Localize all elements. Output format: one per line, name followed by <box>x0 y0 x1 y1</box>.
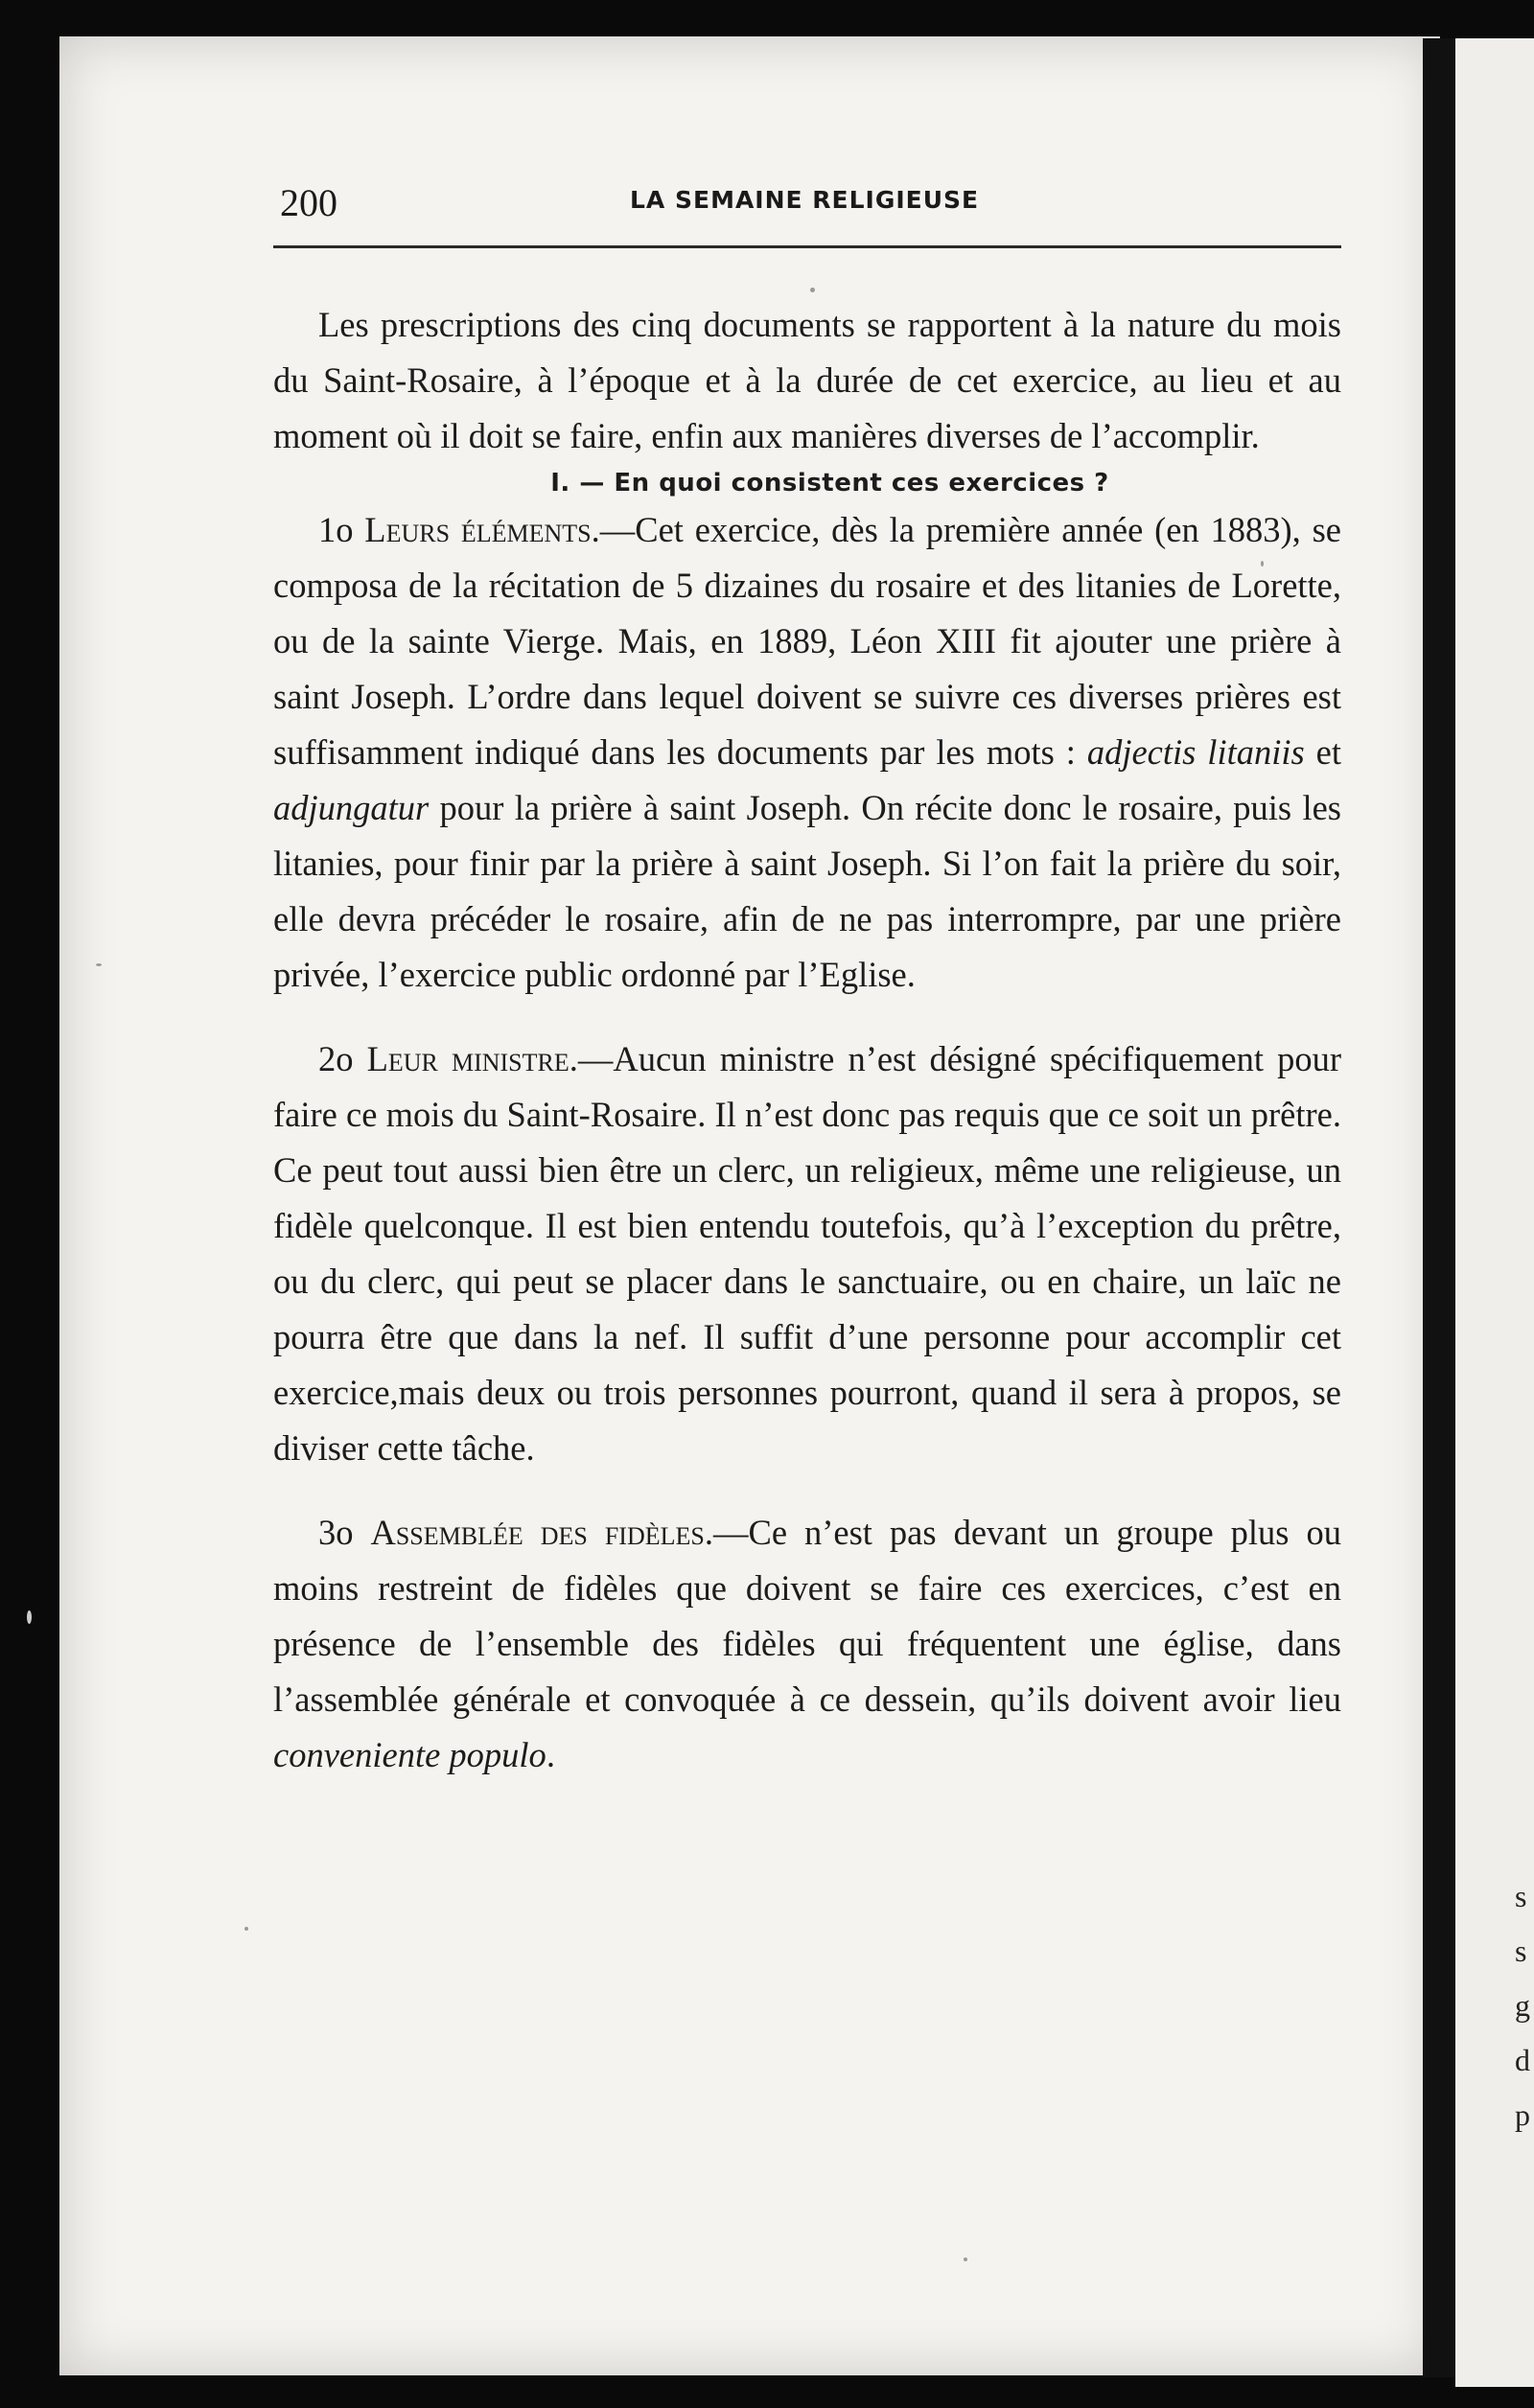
scan-speck <box>964 2258 967 2261</box>
paragraph-text: —Cet exercice, dès la première année (en 1883), se composa de la récitation de 5 dizaines du rosaire et des litanies de Lorette, ou de la sainte Vierge. Mais, en 1889, Léon XIII fit ajouter une prière à saint Joseph. L’ordre dans lequel doivent se suivre ces diverses prières est suffisamment indiqué dans les documents par les mots : <box>273 510 1341 772</box>
running-head: LA SEMAINE RELIGIEUSE <box>630 186 980 214</box>
scan-speck <box>810 288 815 292</box>
scan-speck <box>27 1610 32 1624</box>
paragraph-heading: Leurs éléments. <box>364 510 600 549</box>
adjacent-page-letter: g <box>1515 1988 1530 2023</box>
paragraph-number: 1o <box>318 510 354 549</box>
latin-phrase: adjungatur <box>273 788 430 827</box>
paragraph-elements <box>273 502 1341 1003</box>
scan-speck <box>244 1927 248 1931</box>
adjacent-page-letter: s <box>1515 1879 1527 1913</box>
paragraph-number: 3o <box>318 1513 354 1552</box>
paragraph-heading: Assemblée des fidèles. <box>370 1513 713 1552</box>
latin-phrase: adjectis litaniis <box>1086 732 1305 772</box>
body-text <box>273 297 1341 1783</box>
paragraph-minister <box>273 1031 1341 1476</box>
paragraph-text: . <box>546 1735 555 1774</box>
header-rule <box>273 245 1341 248</box>
latin-phrase: conveniente populo <box>273 1735 546 1774</box>
intro-paragraph: Les prescriptions des cinq documents se rapportent à la nature du mois du Saint-Rosaire, à l’époque et à la durée de cet exercice, au lieu et au moment où il doit se faire, enfin aux manières diverses de l’accomplir. <box>273 305 1341 455</box>
paragraph-text: —Ce n’est pas devant un groupe plus ou moins restreint de fidèles que doivent se faire ces exercices, c’est en présence de l’ensemble des fidèles qui fréquentent une église, dans l’assemblée générale et convoquée à ce dessein, qu’ils doivent avoir lieu <box>273 1513 1341 1719</box>
paragraph-assembly <box>273 1505 1341 1783</box>
scan-speck <box>96 963 102 966</box>
paragraph-text: —Aucun ministre n’est désigné spécifiquement pour faire ce mois du Saint-Rosaire. Il n’est donc pas requis que ce soit un prêtre. Ce peut tout aussi bien être un clerc, un religieux, même une religieuse, un fidèle quelconque. Il est bien entendu toutefois, qu’à l’exception du prêtre, ou du clerc, qui peut se placer dans le sanctuaire, ou en chaire, un laïc ne pourra être que dans la nef. Il suffit d’une personne pour accomplir cet exercice,mais deux ou trois personnes pourront, quand il sera à propos, se diviser cette tâche. <box>273 1039 1341 1468</box>
paragraph-number: 2o <box>318 1039 354 1078</box>
adjacent-page-letter: p <box>1515 2097 1530 2132</box>
page-number: 200 <box>280 181 337 224</box>
adjacent-page-letter: s <box>1515 1933 1527 1968</box>
section-title: I. — En quoi consistent ces exercices ? <box>550 469 1109 498</box>
adjacent-page-edge <box>1455 38 1534 2387</box>
paragraph-text: pour la prière à saint Joseph. On récite donc le rosaire, puis les litanies, pour finir par la prière à saint Joseph. Si l’on fait la prière du soir, elle devra précéder le rosaire, afin de ne pas interrompre, par une prière privée, l’exercice public ordonné par l’Eglise. <box>273 788 1341 994</box>
paragraph-heading: Leur ministre. <box>366 1039 578 1078</box>
page-header <box>280 180 1341 228</box>
page-gutter <box>1423 38 1455 2377</box>
paragraph-text: et <box>1304 732 1342 772</box>
adjacent-page-letter: d <box>1515 2043 1530 2077</box>
